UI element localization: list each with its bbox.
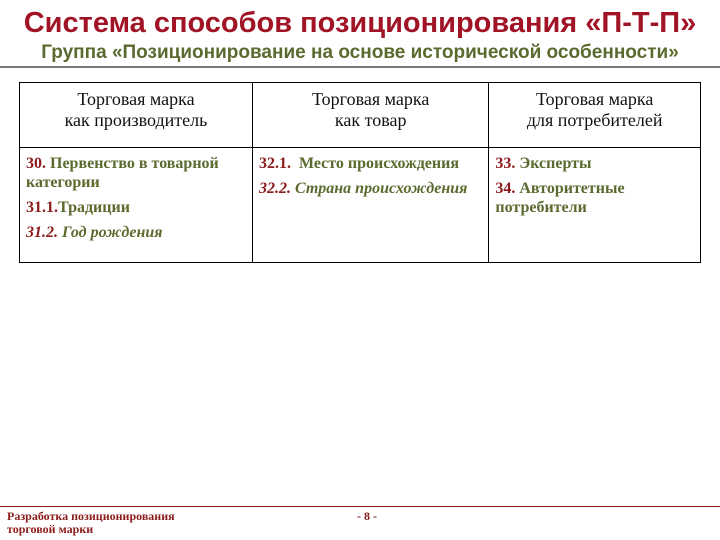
header-consumer [489,83,701,148]
item-number: 30. [26,155,46,172]
item-text: Год рождения [58,224,163,241]
item-text: Авторитетные потребители [495,180,625,216]
header-product [252,83,488,148]
cell-product [252,148,488,263]
item-text: Страна происхождения [290,180,468,197]
item-text: Традиции [58,199,130,216]
slide-title: Система способов позиционирования «П-Т-П» [23,7,697,39]
page-number: - 8 - [357,509,377,523]
header-line: для потребителей [526,110,663,130]
footer-caption [7,510,227,536]
header-line: Торговая марка [536,89,654,109]
item-text: Эксперты [515,155,592,172]
list-item [495,154,694,173]
header-line: Торговая марка [312,89,430,109]
item-text: Место происхождения [290,155,459,172]
footer-caption-line: торговой марки [7,522,94,536]
item-number: 34. [495,180,516,197]
header-line: как товар [334,110,407,130]
item-number: 31.2. [26,224,58,241]
cell-producer [20,148,253,263]
footer-caption-line: Разработка позиционирования [7,509,175,523]
positioning-table [19,82,701,263]
table-header-row [20,83,701,148]
header-line: как производитель [64,110,208,130]
list-item [26,223,246,242]
item-number: 33. [495,155,516,172]
list-item [259,179,482,198]
cell-consumer [489,148,701,263]
list-item [26,198,246,217]
item-number: 31.1. [26,199,58,216]
header-producer [20,83,253,148]
table-row [20,148,701,263]
item-text: Первенство в товарной категории [26,155,219,191]
list-item [26,154,246,192]
title-divider [0,66,720,68]
header-line: Торговая марка [77,89,195,109]
item-number: 32.1. [258,155,291,172]
footer-divider [0,506,720,507]
slide-footer [0,506,720,540]
list-item [495,179,694,217]
list-item [259,154,482,173]
item-number: 32.2. [258,180,291,197]
slide-subtitle: Группа «Позиционирование на основе исторической особенности» [41,42,679,63]
